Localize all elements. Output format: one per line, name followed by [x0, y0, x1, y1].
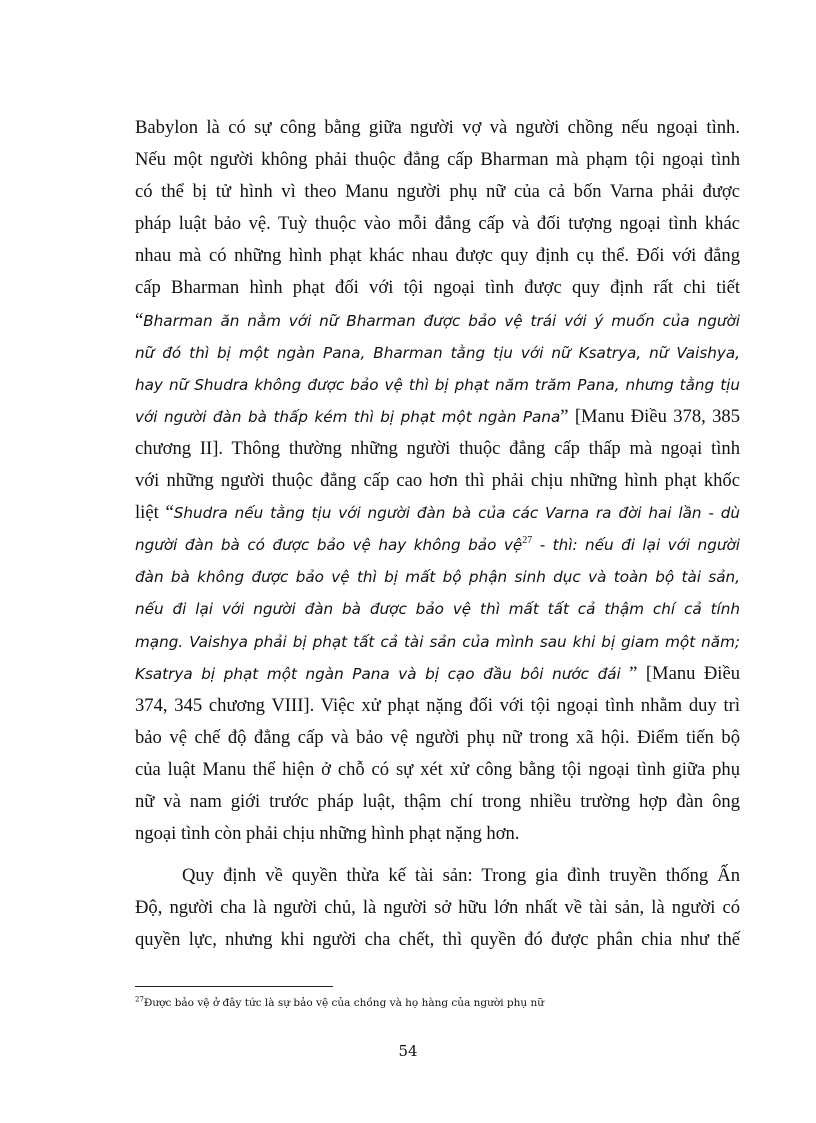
quote-line	[135, 561, 740, 593]
quote-text: Bharman ăn nằm với nữ Bharman được bảo vệ trái với ý muốn của người	[143, 311, 740, 330]
open-quote: “	[135, 309, 144, 331]
quote-line	[135, 497, 740, 529]
citation: ” [Manu Điều	[620, 662, 740, 684]
quote-text: Ksatrya bị phạt một ngàn Pana và bị cạo đầu bôi nước đái	[135, 664, 621, 683]
body-text	[135, 112, 740, 956]
body-line: quyền lực, nhưng khi người cha chết, thì quyền đó được phân chia như thế	[135, 929, 740, 951]
quote-text: nếu đi lại với người đàn bà được bảo vệ thì mất tất cả thậm chí cả tính	[135, 600, 740, 619]
page-number: 54	[398, 1042, 418, 1060]
quote-line	[135, 401, 740, 433]
body-line: Độ, người cha là người chủ, là người sở hữu lớn nhất về tài sản, là người có	[135, 897, 740, 919]
footnote-separator	[135, 986, 333, 987]
footnote-ref: 27	[522, 535, 533, 547]
quote-lead: liệt “	[135, 502, 174, 524]
quote-line	[135, 369, 740, 401]
body-line: nữ và nam giới trước pháp luật, thậm chí trong nhiều trường hợp đàn ông	[135, 790, 740, 812]
body-line: của luật Manu thể hiện ở chỗ có sự xét xử công bằng tội ngoại tình giữa phụ	[135, 758, 740, 780]
body-line: Nếu một người không phải thuộc đẳng cấp Bharman mà phạm tội ngoại tình	[135, 149, 740, 171]
quote-text: - thì: nếu đi lại với người	[532, 536, 741, 555]
body-line: ngoại tình còn phải chịu những hình phạt nặng hơn.	[135, 823, 520, 845]
citation: ” [Manu Điều 378, 385	[560, 405, 740, 427]
body-line: bảo vệ chế độ đẳng cấp và bảo vệ người phụ nữ trong xã hội. Điểm tiến bộ	[135, 726, 740, 748]
quote-line	[135, 658, 740, 690]
quote-text: mạng. Vaishya phải bị phạt tất cả tài sản của mình sau khi bị giam một năm;	[135, 632, 740, 651]
quote-line	[135, 305, 740, 337]
body-line: chương II]. Thông thường những người thuộc đẳng cấp thấp mà ngoại tình	[135, 437, 740, 459]
quote-line	[135, 337, 740, 369]
quote-text: người đàn bà có được bảo vệ hay không bảo vệ	[135, 536, 523, 555]
body-line: với những người thuộc đẳng cấp cao hơn thì phải chịu những hình phạt khốc	[135, 470, 740, 492]
body-line: pháp luật bảo vệ. Tuỳ thuộc vào mỗi đẳng cấp và đối tượng ngoại tình khác	[135, 213, 740, 235]
body-line: nhau mà có những hình phạt khác nhau được quy định cụ thể. Đối với đẳng	[135, 245, 740, 267]
quote-line	[135, 593, 740, 625]
body-line: cấp Bharman hình phạt đối với tội ngoại tình được quy định rất chi tiết	[135, 277, 740, 299]
quote-text: nữ đó thì bị một ngàn Pana, Bharman tằng tịu với nữ Ksatrya, nữ Vaishya,	[135, 343, 740, 362]
quote-text: Shudra nếu tằng tịu với người đàn bà của các Varna ra đời hai lần - dù	[173, 504, 740, 523]
paragraph-first-line: Quy định về quyền thừa kế tài sản: Trong gia đình truyền thống Ấn	[182, 865, 740, 887]
body-line: có thể bị tử hình vì theo Manu người phụ nữ của cả bốn Varna phải được	[135, 181, 740, 203]
footnote-text: Được bảo vệ ở đây tức là sự bảo vệ của chồng và họ hàng của người phụ nữ	[143, 997, 545, 1009]
quote-text: đàn bà không được bảo vệ thì bị mất bộ phận sinh dục và toàn bộ tài sản,	[135, 568, 740, 587]
quote-text: với người đàn bà thấp kém thì bị phạt một ngàn Pana	[135, 407, 561, 426]
quote-line	[135, 626, 740, 658]
body-line: Babylon là có sự công bằng giữa người vợ và người chồng nếu ngoại tình.	[135, 117, 740, 138]
quote-line	[135, 529, 740, 561]
quote-text: hay nữ Shudra không được bảo vệ thì bị phạt năm trăm Pana, nhưng tằng tịu	[135, 375, 740, 394]
footnote	[135, 997, 544, 1009]
footnote-number: 27	[135, 995, 144, 1004]
body-line: 374, 345 chương VIII]. Việc xử phạt nặng đối với tội ngoại tình nhằm duy trì	[135, 694, 740, 716]
